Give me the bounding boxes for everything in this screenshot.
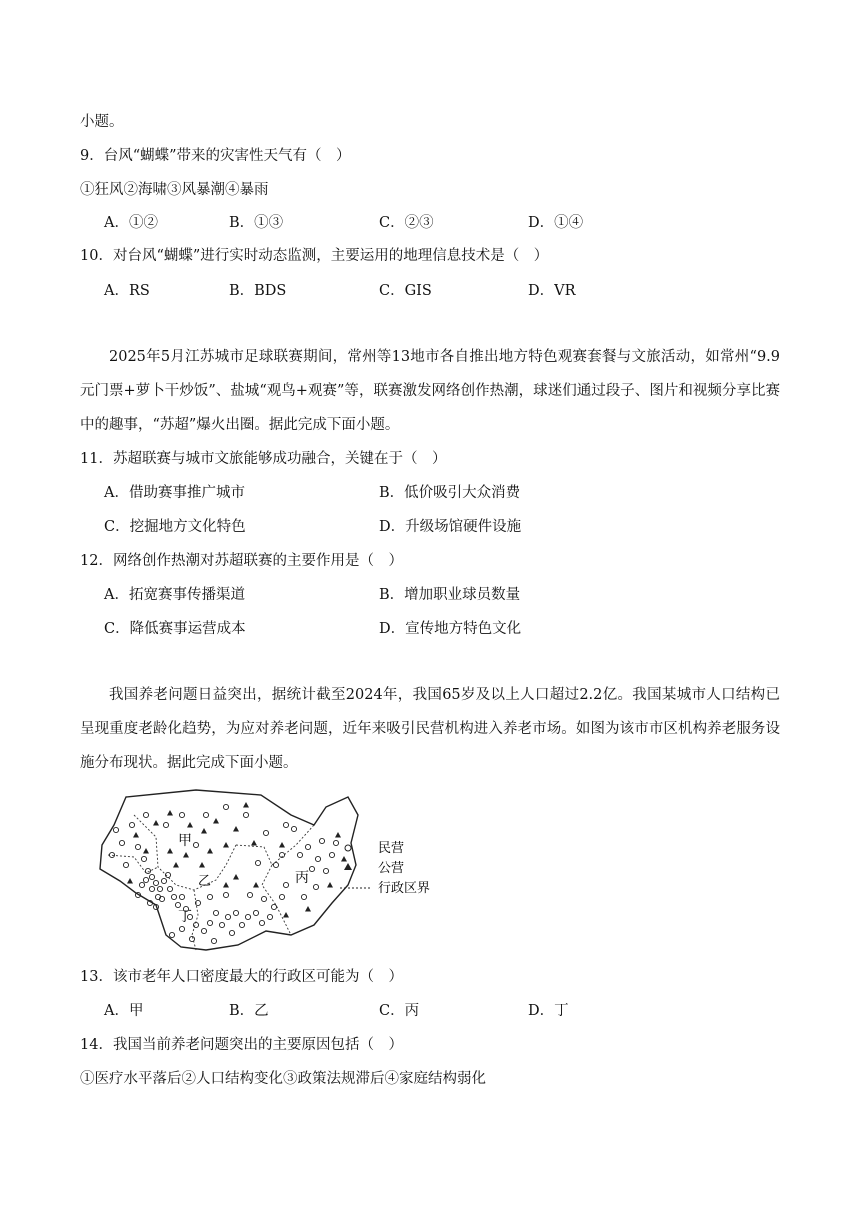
private-facility-marker [167, 886, 172, 891]
district-label-bing: 丙 [295, 870, 309, 886]
private-facility-marker [141, 856, 146, 861]
public-facility-marker [233, 874, 239, 880]
private-facility-marker [193, 842, 198, 847]
private-facility-marker [329, 852, 334, 857]
public-facility-marker [201, 828, 207, 834]
map-legend [340, 841, 430, 896]
public-facility-marker [207, 848, 213, 854]
private-facility-marker [179, 926, 184, 931]
private-facility-marker [213, 910, 218, 915]
q10-option-b[interactable]: B．BDS [229, 283, 287, 299]
private-facility-marker [253, 910, 258, 915]
public-facility-marker [153, 820, 159, 826]
q10-option-a[interactable]: A．RS [104, 283, 150, 299]
private-facility-marker [283, 822, 288, 827]
q12-option-a[interactable]: A．拓宽赛事传播渠道 [104, 587, 245, 603]
legend-public-label: 公营 [378, 861, 405, 876]
legend-private-label: 民营 [378, 841, 405, 856]
private-facility-marker [149, 874, 154, 879]
private-facility-marker [255, 860, 260, 865]
private-facility-marker [273, 862, 278, 867]
private-facility-marker [135, 844, 140, 849]
private-facility-marker [261, 896, 266, 901]
private-facility-marker [143, 877, 148, 882]
question-11: 11．苏超联赛与城市文旅能够成功融合，关键在于（ ） [80, 451, 447, 467]
private-facility-marker [313, 884, 318, 889]
public-facility-marker [223, 882, 229, 888]
private-facility-marker [245, 914, 250, 919]
public-facility-marker [335, 832, 341, 838]
private-facility-marker [207, 894, 212, 899]
question-13: 13．该市老年人口密度最大的行政区可能为（ ） [80, 969, 403, 985]
private-facility-marker [259, 920, 264, 925]
private-facility-marker [239, 922, 244, 927]
private-facility-marker [301, 894, 306, 899]
public-facility-marker [187, 822, 193, 828]
private-facility-marker [243, 812, 248, 817]
public-facility-marker [167, 848, 173, 854]
q12-option-b[interactable]: B．增加职业球员数量 [379, 587, 521, 603]
private-facility-marker [223, 892, 228, 897]
private-facility-marker [179, 812, 184, 817]
question-10: 10．对台风“蝴蝶”进行实时动态监测，主要运用的地理信息技术是（ ） [80, 248, 549, 264]
private-facility-marker [279, 894, 284, 899]
private-facility-marker [123, 862, 128, 867]
public-facility-marker [183, 852, 189, 858]
city-outline [100, 790, 358, 950]
public-facility-marker [173, 862, 179, 868]
private-facility-marker [225, 914, 230, 919]
private-facility-marker [129, 822, 134, 827]
passage-suchao: 2025年5月江苏城市足球联赛期间，常州等13地市各自推出地方特色观赛套餐与文旅活动，如常州“9.9元门票+萝卜干炒饭”、盐城“观鸟+观赛”等，联赛激发网络创作热潮，球迷们通过段子、图片和视频分享比赛中的趣事，“苏超”爆火出圈。据此完成下面小题。 [80, 349, 780, 433]
private-facility-marker [161, 878, 166, 883]
private-facility-marker [153, 880, 158, 885]
question-9: 9．台风“蝴蝶”带来的灾害性天气有（ ） [80, 148, 351, 164]
private-facility-marker [247, 892, 252, 897]
private-facility-marker [263, 830, 268, 835]
public-facility-marker [223, 842, 229, 848]
continued-text: 小题。 [80, 114, 124, 130]
private-facility-marker [271, 904, 276, 909]
public-facility-marker [127, 878, 133, 884]
district-label-ding: 丁 [178, 909, 192, 925]
public-facility-marker [305, 906, 311, 912]
private-facility-marker [283, 882, 288, 887]
q12-option-d[interactable]: D．宣传地方特色文化 [379, 621, 522, 637]
q11-option-b[interactable]: B．低价吸引大众消费 [379, 485, 521, 501]
private-facility-marker [175, 902, 180, 907]
public-facility-marker [283, 912, 289, 918]
district-label-yi: 乙 [198, 874, 212, 889]
private-facility-marker [143, 812, 148, 817]
question-14: 14．我国当前养老问题突出的主要原因包括（ ） [80, 1037, 403, 1053]
public-facility-marker [243, 802, 249, 808]
private-facility-marker [157, 886, 162, 891]
private-facility-marker [315, 856, 320, 861]
private-facility-marker [201, 928, 206, 933]
elderly-care-facility-map [86, 785, 446, 955]
private-facility-marker [119, 840, 124, 845]
private-facility-marker [333, 840, 338, 845]
private-facility-marker [169, 932, 174, 937]
q9-option-d[interactable]: D．①④ [528, 215, 584, 231]
q9-option-c[interactable]: C．②③ [379, 215, 434, 231]
public-facility-marker [143, 848, 149, 854]
public-facility-marker [327, 882, 333, 888]
q11-option-a[interactable]: A．借助赛事推广城市 [104, 485, 245, 501]
private-facility-marker [309, 866, 314, 871]
public-facility-marker [279, 842, 285, 848]
private-facility-marker [319, 838, 324, 843]
public-facility-marker [251, 840, 257, 846]
private-facility-marker [145, 868, 150, 873]
private-facility-marker [223, 804, 228, 809]
private-facility-marker [189, 936, 194, 941]
legend-public-symbol [344, 863, 352, 870]
q13-option-c[interactable]: C．丙 [379, 1003, 420, 1019]
private-facility-marker [229, 930, 234, 935]
private-facility-marker [179, 894, 184, 899]
passage-elderly-care: 我国养老问题日益突出，据统计截至2024年，我国65岁及以上人口超过2.2亿。我国某城市人口结构已呈现重度老龄化趋势，为应对养老问题，近年来吸引民营机构进入养老市场。如图为该市市区机构养老服务设施分布现状。据此完成下面小题。 [80, 687, 780, 771]
question-12: 12．网络创作热潮对苏超联赛的主要作用是（ ） [80, 553, 403, 569]
private-facility-marker [323, 868, 328, 873]
public-facility-marker [133, 832, 139, 838]
private-facility-marker [203, 812, 208, 817]
private-facility-marker [233, 910, 238, 915]
q13-option-a[interactable]: A．甲 [104, 1003, 144, 1019]
public-facility-marker [213, 818, 219, 824]
question-14-items: ①医疗水平落后②人口结构变化③政策法规滞后④家庭结构弱化 [80, 1071, 486, 1087]
private-facility-marker [163, 822, 168, 827]
district-label-jia: 甲 [178, 833, 192, 849]
public-facility-marker [253, 882, 259, 888]
q10-option-d[interactable]: D．VR [528, 283, 576, 299]
private-facility-marker [211, 938, 216, 943]
q11-option-d[interactable]: D．升级场馆硬件设施 [379, 519, 522, 535]
legend-boundary-label: 行政区界 [378, 881, 431, 896]
q9-option-b[interactable]: B．①③ [229, 215, 284, 231]
q11-option-c[interactable]: C．挖掘地方文化特色 [104, 519, 246, 535]
q13-option-d[interactable]: D．丁 [528, 1003, 569, 1019]
private-facility-marker [291, 826, 296, 831]
q12-option-c[interactable]: C．降低赛事运营成本 [104, 621, 246, 637]
q9-option-a[interactable]: A．①② [104, 215, 158, 231]
private-facility-marker [149, 886, 154, 891]
public-facility-marker [199, 862, 205, 868]
private-facility-marker [305, 844, 310, 849]
legend-private-symbol [345, 845, 351, 851]
private-facility-marker [207, 920, 212, 925]
q13-option-b[interactable]: B．乙 [229, 1003, 269, 1019]
private-facility-marker [171, 894, 176, 899]
private-facility-marker [297, 852, 302, 857]
private-facility-marker [113, 827, 118, 832]
question-9-items: ①狂风②海啸③风暴潮④暴雨 [80, 182, 269, 198]
public-facility-marker [167, 810, 173, 816]
public-facility-marker [341, 856, 347, 862]
private-facility-marker [219, 922, 224, 927]
q10-option-c[interactable]: C．GIS [379, 283, 432, 299]
private-facility-marker [267, 914, 272, 919]
public-facility-marker [233, 826, 239, 832]
private-facility-marker [139, 882, 144, 887]
